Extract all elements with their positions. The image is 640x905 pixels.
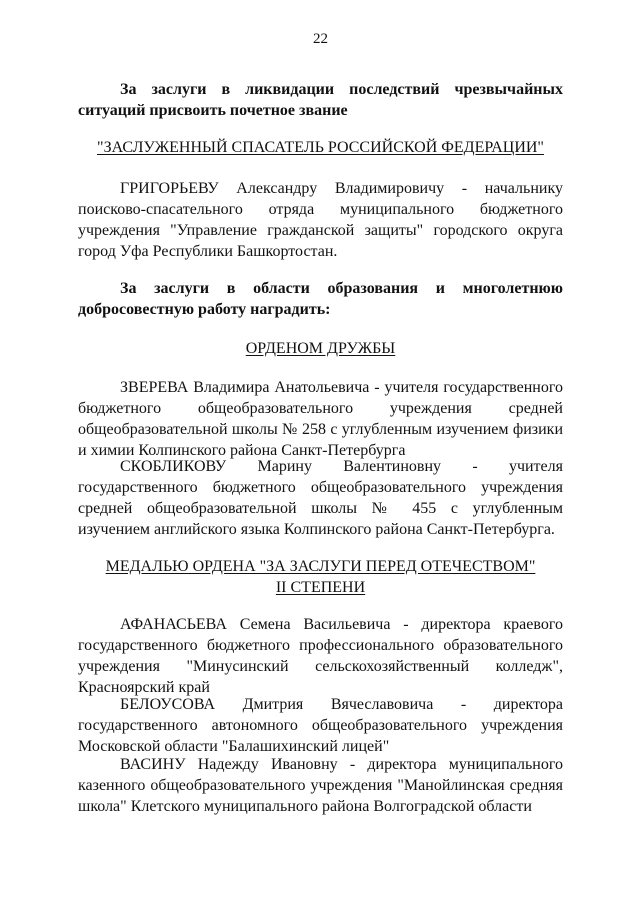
award-entry-zverev: ЗВЕРЕВА Владимира Анатольевича - учителя государственного бюджетного общеобразовательного учреждения средней общеобразовательной школы № 258 с углубленным изучением физики и химии Колпинского района Санкт-Петербурга (78, 379, 563, 459)
award-entry-grigoriev: ГРИГОРЬЕВУ Александру Владимировичу - начальнику поисково-спасательного отряда муниципального бюджетного учреждения "Управление гражданской защиты" городского округа город Уфа Республики Башкортостан. (78, 180, 563, 260)
title-medal-line2: II СТЕПЕНИ (275, 579, 366, 596)
title-honored-rescuer (78, 137, 563, 158)
page-number: 22 (313, 31, 328, 47)
title-honored-rescuer-text: "ЗАСЛУЖЕННЫЙ СПАСАТЕЛЬ РОССИЙСКОЙ ФЕДЕРАЦИИ" (97, 139, 544, 156)
award-entry-vasina: ВАСИНУ Надежду Ивановну - директора муниципального казенного общеобразовательного учреждения "Манойлинская средняя школа" Клетского муниципального района Волгоградской области (78, 756, 563, 815)
award-entry-afanasiev: АФАНАСЬЕВА Семена Васильевича - директора краевого государственного бюджетного профессионального образовательного учреждения "Минусинский сельскохозяйственный колледж", Красноярский край (78, 616, 563, 696)
section-intro-education: За заслуги в области образования и многолетнюю добросовестную работу наградить: (78, 280, 563, 318)
award-entry-skoblikova: СКОБЛИКОВУ Марину Валентиновну - учителя государственного бюджетного общеобразовательного учреждения средней общеобразовательной школы № 455 с углубленным изучением английского языка Колпинского района Санкт-Петербурга. (78, 458, 563, 538)
title-order-of-friendship (78, 338, 563, 359)
title-medal-line1: МЕДАЛЬЮ ОРДЕНА "ЗА ЗАСЛУГИ ПЕРЕД ОТЕЧЕСТВОМ" (105, 558, 536, 575)
award-entry-belousov: БЕЛОУСОВА Дмитрия Вячеславовича - директора государственного автономного общеобразовательного учреждения Московской области "Балашихинский лицей" (78, 696, 563, 755)
title-order-of-friendship-text: ОРДЕНОМ ДРУЖБЫ (245, 340, 396, 357)
section-intro-rescuer: За заслуги в ликвидации последствий чрезвычайных ситуаций присвоить почетное звание (78, 81, 563, 119)
title-medal-order-merit (78, 556, 563, 598)
